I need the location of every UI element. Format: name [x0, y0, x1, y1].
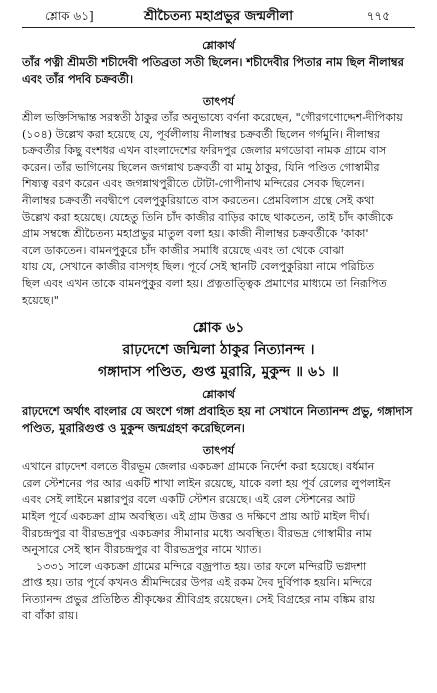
section-heading: শ্লোকার্থ: [202, 388, 235, 402]
translation-line: পণ্ডিত, মুরারিগুপ্ত ও মুকুন্দ জন্মগ্রহণ করেছিলেন।: [22, 421, 245, 436]
purport-line: ১৩৩১ সালে একচক্রা গ্রামের মন্দিরে বজ্রপাত হয়। তার ফলে মন্দিরটি ভগ্নদশা: [36, 559, 367, 573]
purport-line: এবং সেই লাইনে মল্লারপুর বলে একটি স্টেশন রয়েছে। এই রেল স্টেশনের আট: [22, 493, 355, 507]
purport-line: করেন। তাঁর ভাগিনেয় ছিলেন জগন্নাথ চক্রবর্তী বা মামু ঠাকুর, যিনি পণ্ডিত গোস্বামীর: [22, 160, 380, 174]
purport-line: নিত্যানন্দ প্রভুর প্রতিষ্ঠিত শ্রীকৃষ্ণের শ্রীবিগ্রহ রয়েছেন। সেই বিগ্রহের নাম বঙ্কিম রায়: [22, 592, 375, 606]
verse-line: গঙ্গাদাস পণ্ডিত, গুপ্ত মুরারি, মুকুন্দ ॥ ৬১ ॥: [98, 364, 339, 381]
verse-title: শ্লোক ৬১: [192, 320, 245, 337]
purport-line: (১০৪) উল্লেখ করা হয়েছে যে, পূর্বলীলায় নীলাম্বর চক্রবর্তী ছিলেন গর্গমুনি। নীলাম্বর: [22, 127, 380, 141]
section-translation-2: [22, 387, 415, 437]
purport-line: শ্রীল ভক্তিসিদ্ধান্ত সরস্বতী ঠাকুর তাঁর অনুভাষ্যে বর্ণনা করেছেন, "গৌরগণোদ্দেশ-দীপিকায়: [22, 111, 403, 124]
purport-line: এখানে রাঢ়দেশ বলতে বীরভূম জেলার একচক্রা গ্রামকে নির্দেশ করা হয়েছে। বর্ধমান: [22, 460, 375, 474]
purport-line: বা বাঁকা রায়।: [22, 609, 79, 623]
section-purport-1: [22, 94, 415, 309]
purport-line: শিষ্যত্ব বরণ করেন এবং জগন্নাথপুরীতে টোটা-গোপীনাথ মন্দিরের সেবক ছিলেন।: [22, 177, 365, 191]
section-translation-1: [22, 38, 415, 88]
verse-block: [22, 317, 415, 383]
purport-line: বীরচন্দ্রপুর বা বীরভদ্রপুর একচক্রার সীমানার মধ্যে অবস্থিত। বীরভদ্র গোস্বামীর নাম: [22, 526, 372, 540]
purport-line: ছিল এবং এখন তাকে বামনপুকুর বলা হয়। প্রত্নতাত্ত্বিক প্রমাণের মাধ্যমে তা নিরূপিত: [22, 276, 387, 290]
purport-line: চক্রবর্তীর কিছু বংশধর এখন বাংলাদেশের ফরিদপুর জেলার মগডোবা নামক গ্রামে বাস: [22, 144, 387, 158]
purport-line: রেল স্টেশনের পর আর একটি শাখা লাইন রয়েছে, যাকে বলা হয় পূর্ব রেলের লুপলাইন: [22, 476, 391, 490]
purport-line: গ্রাম সম্বন্ধে শ্রীচৈতন্য মহাপ্রভুর মাতুল বলা হয়। কাজী নীলাম্বর চক্রবর্তীকে 'কাকা': [22, 227, 369, 241]
translation-line: এবং তাঁর পদবি চক্রবর্তী।: [22, 72, 134, 86]
header-rule: [22, 27, 415, 28]
page-number: ৭৭৫: [366, 9, 390, 23]
translation-line: রাঢ়দেশে অর্থাৎ বাংলার যে অংশে গঙ্গা প্রবাহিত হয় না সেখানে নিত্যানন্দ প্রভু, গঙ্গাদাস: [22, 404, 413, 419]
section-purport-2: [22, 443, 415, 625]
purport-line: নীলাম্বর চক্রবর্তী নবদ্বীপে বেলপুকুরিয়াতে বাস করতেন। প্রেমবিলাস গ্রন্থে সেই কথা: [22, 193, 375, 207]
section-heading: তাৎপর্য: [202, 444, 235, 458]
header-verse-ref: শ্লোক ৬১]: [45, 9, 94, 23]
purport-line: হয়েছে।": [22, 293, 59, 307]
purport-line: অনুসারে সেই স্থান বীরচন্দ্রপুর বা বীরভদ্রপুর নামে খ্যাত।: [22, 543, 262, 557]
purport-line: মাইল পূর্বে একচক্রা গ্রাম অবস্থিত। এই গ্রাম উত্তর ও দক্ষিণে প্রায় আট মাইল দীর্ঘ।: [22, 509, 370, 523]
purport-line: বলে ডাকতেন। বামনপুকুরে চাঁদ কাজীর সমাধি রয়েছে এবং তা থেকে বোঝা: [22, 243, 344, 257]
purport-line: যায় যে, সেখানে কাজীর বাসগৃহ ছিল। পূর্বে সেই স্থানটি বেলপুকুরিয়া নামে পরিচিত: [22, 260, 375, 274]
section-heading: তাৎপর্য: [202, 95, 235, 108]
purport-line: উল্লেখ করা হয়েছে। যেহেতু তিনি চাঁদ কাজীর বাড়ির কাছে থাকতেন, তাই চাঁদ কাজীকে: [22, 210, 393, 224]
header-title: শ্রীচৈতন্য মহাপ্রভুর জন্মলীলা: [143, 9, 294, 24]
verse-line: রাঢ়দেশে জন্মিলা ঠাকুর নিত্যানন্দ ।: [122, 342, 315, 359]
running-header: [22, 0, 415, 30]
section-heading: শ্লোকার্থ: [202, 39, 235, 52]
translation-line: তাঁর পত্নী শ্রীমতী শচীদেবী পতিব্রতা সতী ছিলেন। শচীদেবীর পিতার নাম ছিল নীলাম্বর: [22, 55, 404, 69]
purport-line: প্রাপ্ত হয়। তার পূর্বে কখনও শ্রীমন্দিরের উপর এই রকম দৈব দুর্বিপাক হয়নি। মন্দিরে: [22, 576, 372, 590]
